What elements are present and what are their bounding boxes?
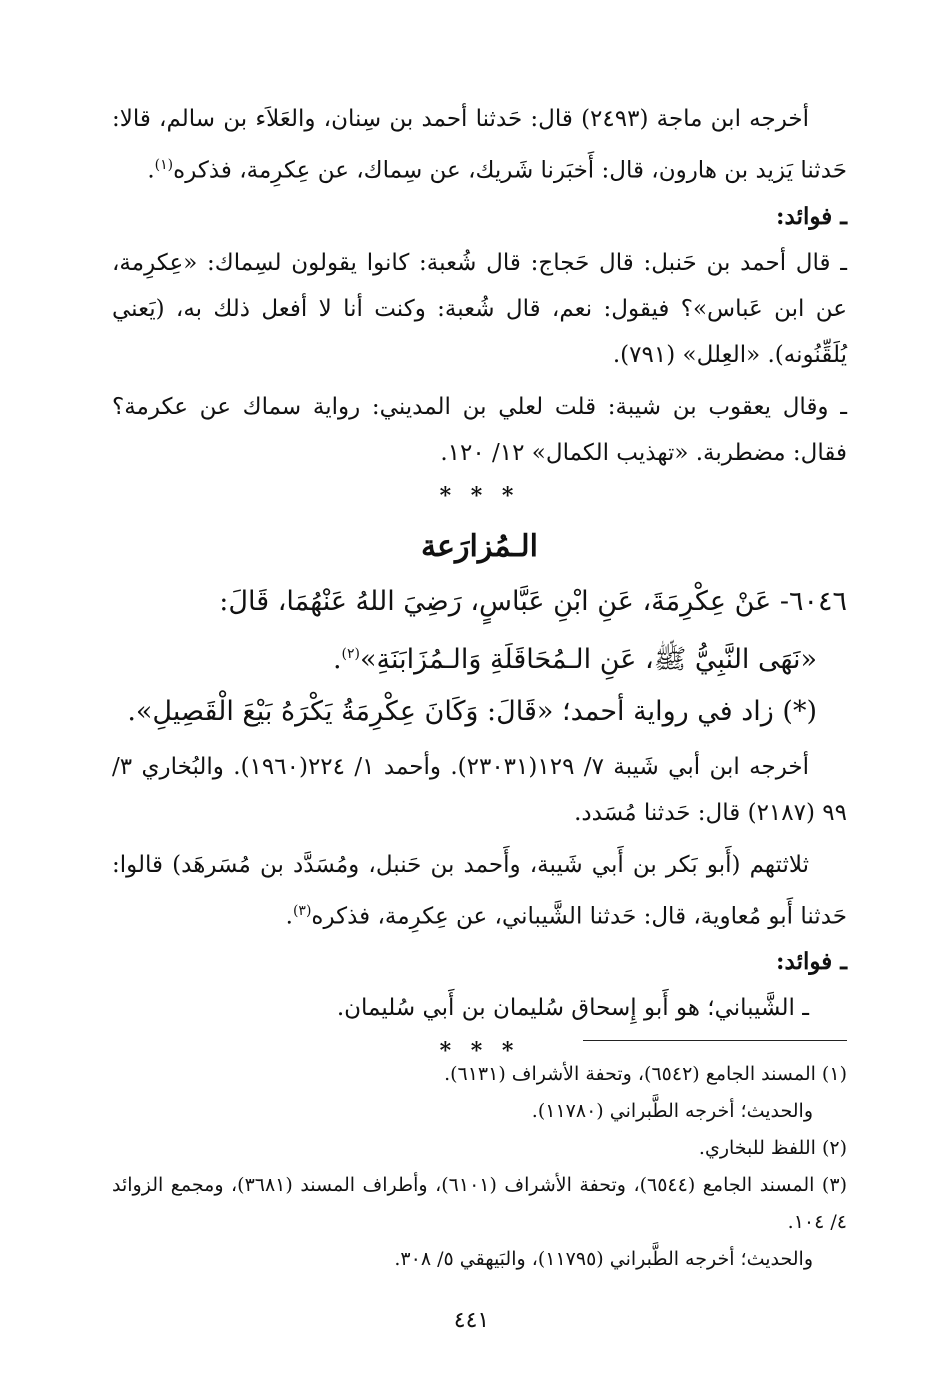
end-separator-stars: * * * <box>439 1038 520 1065</box>
footnote-divider <box>583 1040 847 1041</box>
footnote-ref-1[interactable]: (١) <box>154 157 174 173</box>
section-separator-stars: * * * <box>439 482 520 509</box>
hadith-text: «نَهَى النَّبِيُّ ﷺ، عَنِ الـمُحَاقَلَةِ وَالـمُزَابَنَةِ» <box>360 643 817 675</box>
takhrij-paragraph-3 <box>112 842 847 940</box>
takhrij-text: أخرجه ابن ماجة (٢٤٩٣) قال: حَدثنا أحمد بن سِنان، والعَلاَء بن سالم، قالا: حَدثنا يَزيد بن هارون، قال: أَخبَرنا شَريك، عن سِماك، عن عِكرِمة، فذكره <box>112 106 847 184</box>
footnote-3-continued: والحديث؛ أخرجه الطَّبراني (١١٧٩٥)، والبَيهقي ٥/ ٣٠٨. <box>394 1248 813 1270</box>
footnote-1-continued: والحديث؛ أخرجه الطَّبراني (١١٧٨٠). <box>531 1100 813 1122</box>
fawaid-heading-2: ـ فوائد: <box>776 948 847 976</box>
fawaid-note-1: ـ قال أحمد بن حَنبل: قال حَجاج: قال شُعبة: كانوا يقولون لسِماك: «عِكرِمة، عن ابن عَباس»؟ فيقول: نعم، قال شُعبة: وكنت أنا لا أفعل ذلك به، (يَعني يُلَقِّنُونه). «العِلل» (٧٩١). <box>112 249 847 368</box>
period: . <box>147 157 155 184</box>
takhrij-paragraph-1 <box>112 96 847 194</box>
hadith-line-3: (*) زاد في رواية أحمد؛ «قَالَ: وَكَانَ عِكْرِمَةُ يَكْرَهُ بَيْعَ الْقَصِيلِ». <box>127 695 817 727</box>
fawaid-heading-1: ـ فوائد: <box>776 202 847 230</box>
takhrij-paragraph-2: أخرجه ابن أبي شَيبة ٧/ ١٢٩(٢٣٠٣١). وأحمد ١/ ٢٢٤(١٩٦٠). والبُخاري ٣/ ٩٩ (٢١٨٧) قال: حَدثنا مُسَدد. <box>112 753 847 826</box>
fawaid-note-3: ـ الشَّيباني؛ هو أَبو إِسحاق سُليمان بن أَبي سُليمان. <box>336 995 809 1022</box>
footnotes <box>112 1056 847 1278</box>
section-title: الـمُزارَعة <box>421 528 538 564</box>
period: . <box>332 643 342 675</box>
period: . <box>285 903 293 930</box>
fawaid-note-2: ـ وقال يعقوب بن شيبة: قلت لعلي بن المديني: رواية سماك عن عكرمة؟ فقال: مضطربة. «تهذيب الكمال» ١٢/ ١٢٠. <box>112 393 847 466</box>
takhrij-text: ثلاثتهم (أَبو بَكر بن أَبي شَيبة، وأَحمد بن حَنبل، ومُسَدَّد بن مُسَرهَد) قالوا: حَدثنا أَبو مُعاوية، قال: حَدثنا الشَّيباني، عن عِكرِمة، فذكره <box>112 851 847 930</box>
page-number: ٤٤١ <box>453 1308 490 1333</box>
hadith-line-1: ٦٠٤٦- عَنْ عِكْرِمَةَ، عَنِ ابْنِ عَبَّاسٍ، رَضِيَ اللهُ عَنْهُمَا، قَالَ: <box>219 585 847 617</box>
page-body <box>112 96 847 1071</box>
footnote-1: (١) المسند الجامع (٦٥٤٢)، وتحفة الأشراف (٦١٣١). <box>444 1063 847 1085</box>
footnote-ref-2[interactable]: (٢) <box>341 645 361 662</box>
footnote-2: (٢) اللفظ للبخاري. <box>698 1137 847 1159</box>
footnote-3: (٣) المسند الجامع (٦٥٤٤)، وتحفة الأشراف (٦١٠١)، وأطراف المسند (٣٦٨١)، ومجمع الزوائد ٤/ ١٠٤. <box>112 1174 847 1233</box>
footnote-ref-3[interactable]: (٣) <box>292 902 312 919</box>
hadith-line-2 <box>112 628 847 686</box>
